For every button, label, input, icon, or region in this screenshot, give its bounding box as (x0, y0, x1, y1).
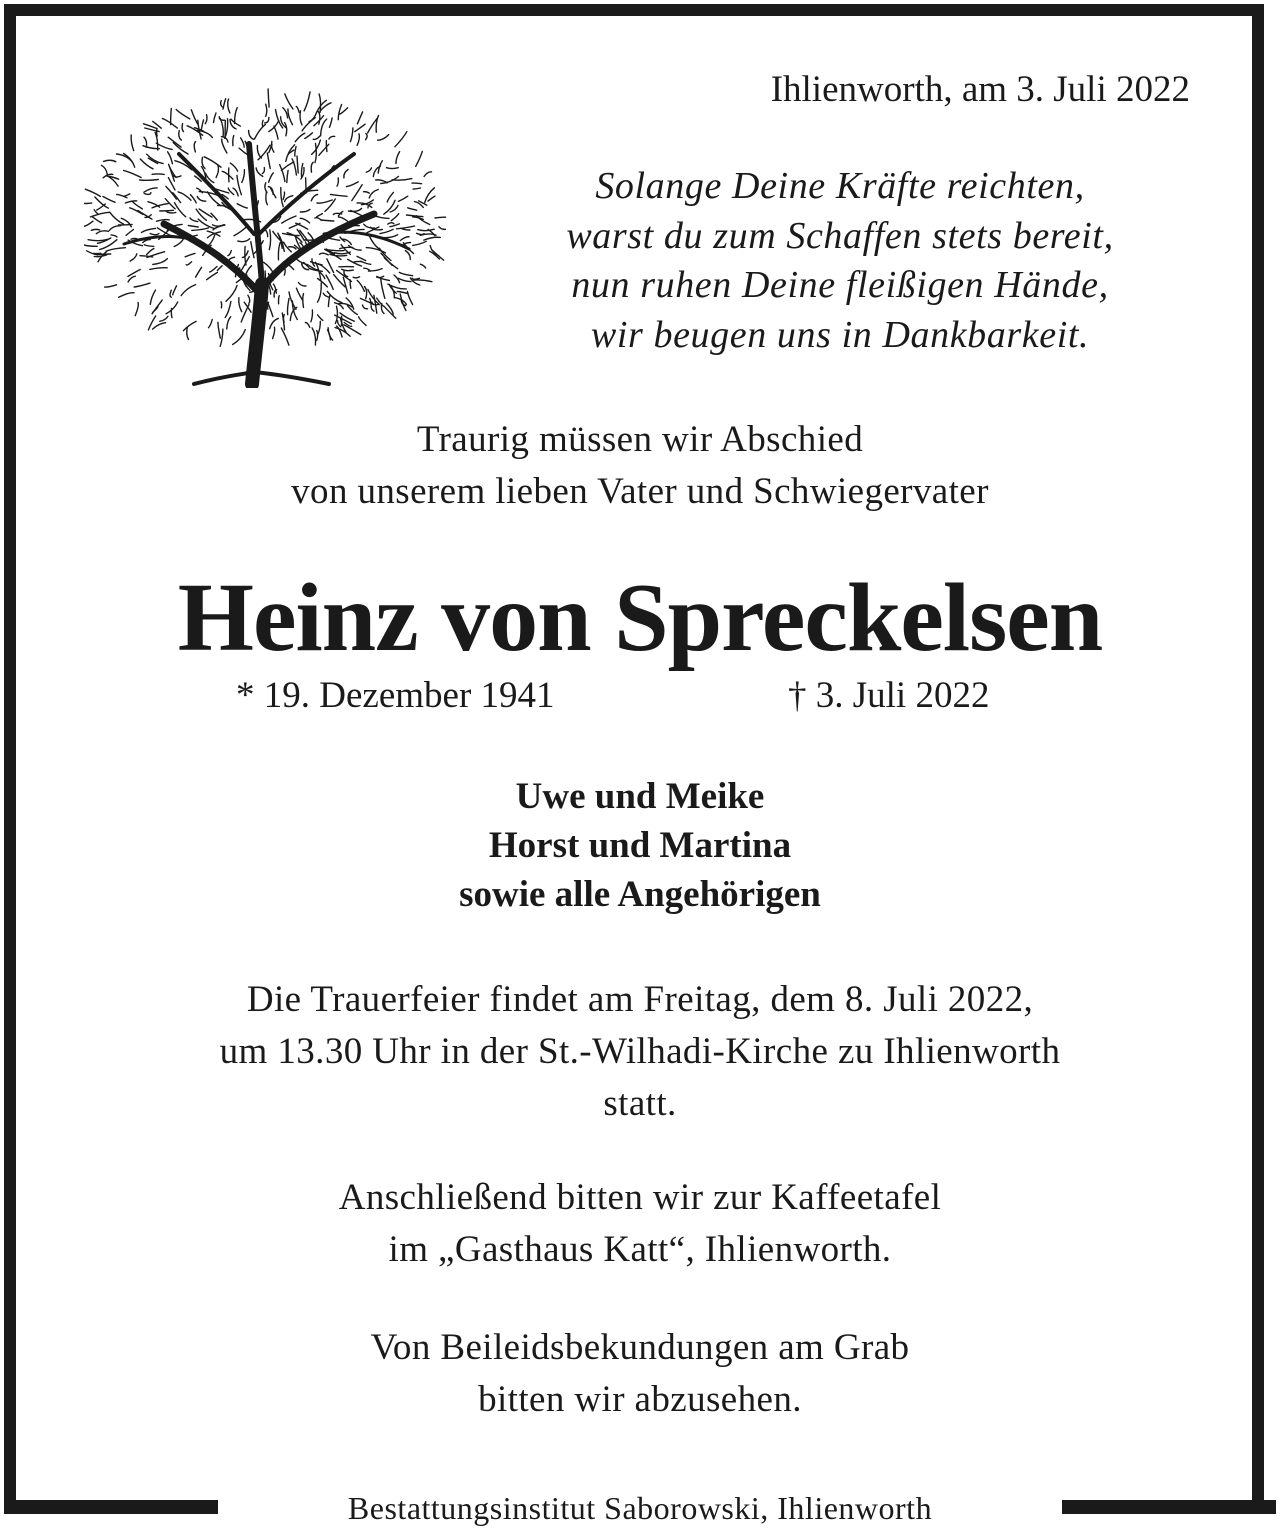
service-line: Die Trauerfeier findet am Freitag, dem 8. Juli 2022, (246, 979, 1034, 1020)
tree-twig (405, 251, 410, 260)
poem-line: wir beugen uns in Dankbarkeit. (590, 313, 1090, 356)
tree-twig (150, 290, 155, 304)
tree-twig (140, 180, 159, 181)
tree-twig (150, 234, 159, 235)
tree-twig (144, 245, 154, 247)
tree-twig (196, 267, 202, 277)
tree-twig (124, 154, 135, 168)
tree-twig (242, 170, 245, 183)
tree-twig (368, 269, 382, 271)
family-line: Horst und Martina (488, 825, 792, 866)
tree-twig (219, 117, 224, 121)
tree-twig (381, 279, 385, 298)
tree-twig (285, 196, 293, 202)
tree-twig (97, 204, 106, 210)
tree-twig (153, 259, 168, 265)
footer-bar-right (1062, 1500, 1276, 1514)
tree-twig (339, 217, 348, 221)
tree-twig (187, 327, 189, 339)
tree-twig (176, 110, 190, 119)
tree-twig (266, 104, 267, 116)
tree-twig (281, 328, 289, 345)
tree-twig (305, 133, 313, 139)
tree-twig (171, 308, 172, 317)
tree-twig (288, 109, 293, 125)
tree-twig (216, 165, 218, 177)
tree-twig (175, 203, 186, 217)
tree-twig (233, 330, 246, 345)
tree-twig (318, 279, 328, 287)
tree-twig (413, 241, 426, 245)
tree-twig (105, 285, 117, 287)
tree-twig (186, 262, 191, 265)
tree-twig (296, 106, 299, 112)
tree-twig (248, 295, 250, 303)
tree-twig (365, 287, 367, 299)
tree-twig (126, 230, 133, 236)
family-line: Uwe und Meike (515, 776, 765, 817)
tree-twig (96, 231, 108, 234)
tree-twig (387, 192, 393, 202)
coffee-line: im „Gasthaus Katt“, Ihlienworth. (388, 1229, 892, 1270)
tree-twig (228, 251, 231, 256)
tree-twig (395, 132, 407, 147)
tree-twig (387, 168, 399, 169)
tree-twig (369, 190, 378, 199)
tree-twig (132, 201, 142, 209)
tree-twig (439, 227, 446, 230)
tree-twig (302, 118, 315, 131)
tree-twig (152, 300, 162, 314)
tree-twig (257, 145, 261, 158)
tree-twig (280, 165, 285, 182)
tree-twig (323, 293, 329, 297)
tree-twig (287, 170, 288, 182)
tree-twig (295, 133, 305, 142)
tree-twig (182, 124, 183, 132)
tree-twig (344, 170, 348, 178)
tree-twig (233, 136, 234, 146)
tree-twig (413, 188, 420, 189)
tree-twig (109, 226, 120, 231)
tree-twig (174, 239, 183, 247)
tree-twig (321, 119, 327, 136)
tree-twig (84, 221, 93, 226)
tree-twig (333, 213, 342, 214)
tree-twig (361, 261, 371, 264)
tree-twig (424, 172, 431, 177)
tree-twig (283, 192, 284, 199)
tree-twig (143, 146, 159, 149)
tree-twig (237, 204, 247, 208)
tree-twig (197, 197, 206, 202)
tree-twig (104, 160, 116, 162)
tree-twig (311, 162, 313, 172)
tree-twig (93, 217, 102, 223)
tree-twig (378, 161, 382, 173)
tree-twig (106, 248, 125, 252)
tree-twig (282, 216, 296, 223)
tree-twig (173, 176, 181, 177)
condolence-line: Von Beileidsbekundungen am Grab (370, 1327, 910, 1368)
tree-twig (148, 202, 160, 207)
poem-line: warst du zum Schaffen stets bereit, (566, 214, 1114, 257)
tree-twig (357, 134, 359, 146)
tree-twig (396, 152, 400, 164)
tree-twig (378, 135, 389, 141)
tree-twig (85, 189, 100, 196)
tree-twig (397, 292, 408, 294)
tree-twig (144, 188, 157, 192)
tree-twig (178, 192, 191, 200)
tree-twig (269, 230, 270, 250)
tree-twig (364, 224, 375, 228)
tree-twig (398, 196, 407, 201)
tree-twig (348, 259, 362, 266)
tree-twig (420, 264, 425, 268)
tree-twig (350, 128, 353, 142)
tree-twig (399, 272, 412, 275)
tree-twig (273, 327, 275, 338)
tree-twig (179, 131, 182, 141)
intro-line: Traurig müssen wir Abschied (416, 419, 864, 460)
tree-twig (238, 239, 250, 242)
tree-twig (338, 321, 341, 327)
coffee-reception-info (60, 1172, 1220, 1276)
tree-twig (267, 153, 270, 169)
tree-twig (210, 267, 217, 273)
tree-twig (209, 320, 213, 328)
tree-twig (135, 303, 138, 316)
tree-twig (88, 239, 107, 240)
tree-twig (320, 253, 329, 255)
tree-twig (424, 237, 441, 240)
tree-twig (287, 299, 289, 315)
tree-twig (128, 276, 135, 282)
tree-twig (221, 101, 223, 107)
tree-twig (407, 215, 423, 217)
tree-twig (318, 315, 323, 321)
tree-twig (90, 212, 109, 217)
tree-twig (321, 220, 334, 221)
tree-twig (207, 272, 218, 279)
tree-twig (281, 188, 283, 207)
tree-twig (416, 151, 423, 166)
tree-twig (318, 321, 320, 334)
tree-twig (304, 92, 310, 111)
tree-twig (128, 270, 140, 277)
tree-twig (305, 323, 309, 328)
tree-twig (124, 194, 130, 197)
tree-twig (262, 168, 264, 174)
tree-twig (330, 254, 347, 256)
tree-twig (102, 165, 108, 174)
tree-twig (391, 214, 398, 221)
tree-twig (337, 326, 343, 337)
place-date: Ihlienworth, am 3. Juli 2022 (770, 69, 1190, 110)
footer-bar-left (4, 1500, 218, 1514)
tree-twig (418, 229, 434, 231)
tree-twig (231, 119, 240, 126)
tree-twig (97, 254, 111, 255)
tree-twig (300, 209, 310, 212)
tree-twig (153, 323, 166, 329)
tree-twig (313, 136, 320, 139)
service-line: um 13.30 Uhr in der St.-Wilhadi-Kirche zu Ihlienworth (219, 1031, 1061, 1072)
tree-twig (366, 168, 371, 172)
tree-twig (317, 331, 318, 341)
tree-twig (168, 152, 173, 164)
tree-twig (125, 201, 136, 203)
funeral-service-info (60, 974, 1220, 1130)
tree-twig (170, 290, 171, 297)
tree-twig (317, 214, 323, 217)
tree-twig (222, 171, 233, 179)
tree-twig (329, 136, 335, 139)
deceased-name: Heinz von Spreckelsen (177, 564, 1103, 672)
service-line: statt. (603, 1083, 677, 1124)
tree-twig (192, 228, 209, 231)
tree-twig (412, 278, 419, 279)
tree-twig (221, 302, 222, 308)
tree-twig (239, 298, 242, 312)
tree-twig (414, 280, 432, 282)
tree-twig (328, 330, 331, 340)
tree-twig (397, 226, 415, 229)
tree-twig (249, 130, 254, 139)
tree-twig (119, 293, 134, 298)
tree-twig (274, 126, 278, 139)
tree-twig (376, 180, 388, 183)
tree-twig (330, 194, 347, 196)
tree-twig (412, 183, 422, 184)
tree-twig (265, 117, 269, 123)
tree-twig (289, 247, 296, 249)
tree-twig (300, 218, 309, 223)
tree-twig (384, 200, 395, 214)
tree-twig (360, 298, 373, 304)
condolence-line: bitten wir abzusehen. (478, 1379, 802, 1420)
tree-twig (417, 233, 425, 234)
tree-twig (84, 202, 92, 204)
tree-twig (281, 162, 293, 170)
tree-twig (220, 119, 223, 137)
tree-twig (134, 283, 150, 287)
tree-twig (357, 112, 362, 124)
undertaker-footer: Bestattungsinstitut Saborowski, Ihlienworth (347, 1490, 933, 1526)
tree-twig (173, 143, 188, 155)
tree-twig (268, 303, 273, 317)
tree-twig (255, 124, 266, 139)
tree-twig (428, 196, 435, 201)
tree-twig (256, 168, 263, 177)
tree-twig (408, 208, 417, 210)
tree-twig (311, 195, 317, 201)
tree-twig (241, 138, 245, 147)
tree-twig (357, 280, 364, 291)
tree-twig (171, 108, 172, 124)
tree-twig (334, 275, 345, 287)
tree-twig (311, 310, 313, 322)
tree-twig (223, 99, 226, 109)
tree-twig (317, 200, 332, 203)
tree-twig (201, 120, 203, 131)
tree-twig (298, 283, 306, 287)
tree-twig (292, 159, 296, 175)
tree-twig (190, 218, 198, 222)
tree-twig (326, 141, 327, 152)
tree-twig (227, 317, 231, 329)
family-line: sowie alle Angehörigen (459, 874, 821, 915)
tree-twig (173, 193, 181, 203)
tree-twig (413, 217, 424, 220)
tree-twig (269, 173, 274, 182)
tree-twig (359, 317, 367, 326)
tree-twig (335, 328, 350, 337)
tree-twig (119, 224, 133, 225)
tree-twig (407, 292, 412, 305)
tree-twig (111, 235, 117, 237)
tree-twig (315, 143, 316, 162)
tree-twig (300, 111, 302, 125)
tree-twig (185, 253, 195, 256)
tree-twig (363, 305, 368, 309)
tree-twig (347, 182, 359, 187)
tree-twig (225, 301, 231, 317)
tree-twig (194, 142, 195, 152)
tree-twig (235, 108, 238, 124)
tree-twig (103, 197, 115, 203)
tree-twig (124, 171, 142, 178)
coffee-line: Anschließend bitten wir zur Kaffeetafel (338, 1177, 942, 1218)
tree-twig (355, 124, 365, 131)
tree-twig (371, 306, 374, 311)
tree-twig (330, 118, 333, 127)
tree-twig (285, 94, 293, 109)
tree-twig (142, 228, 156, 232)
tree-twig (327, 250, 344, 251)
tree-twig (319, 94, 320, 112)
tree-twig (217, 266, 222, 271)
tree-twig (353, 277, 359, 278)
tree-twig (289, 223, 300, 228)
tree-twig (342, 269, 354, 270)
tree-twig (357, 256, 366, 260)
tree-twig (213, 225, 225, 227)
tree-twig (435, 217, 446, 218)
tree-twig (296, 288, 303, 301)
tree-twig (279, 296, 280, 304)
poem-line: Solange Deine Kräfte reichten, (595, 165, 1085, 207)
tree-twig (160, 210, 174, 211)
tree-twig (278, 243, 280, 260)
tree-twig (270, 187, 276, 198)
tree-twig (400, 237, 409, 241)
tree-twig (337, 178, 338, 186)
intro-text (60, 414, 1220, 518)
tree-twig (91, 229, 99, 230)
tree-twig (237, 175, 242, 194)
tree-twig (131, 135, 134, 151)
tree-twig (318, 283, 322, 302)
tree-twig (205, 115, 207, 124)
tree-twig (130, 254, 137, 261)
tree-twig (84, 243, 97, 247)
tree-twig (226, 286, 237, 302)
tree-twig (100, 240, 117, 250)
tree-twig (87, 251, 98, 255)
tree-twig (268, 89, 269, 107)
tree-twig (340, 247, 353, 248)
tree-twig (390, 224, 399, 227)
tree-twig (163, 119, 178, 129)
tree-twig (230, 163, 237, 171)
tree-twig (173, 286, 177, 295)
death-date: † 3. Juli 2022 (788, 675, 990, 716)
tree-twig (295, 147, 296, 157)
tree-twig (283, 108, 288, 118)
poem-line: nun ruhen Deine fleißigen Hände, (571, 264, 1109, 306)
intro-line: von unserem lieben Vater und Schwiegervater (291, 471, 989, 512)
tree-twig (364, 192, 370, 193)
tree-twig (147, 249, 154, 255)
tree-twig (398, 278, 411, 281)
tree-twig (150, 268, 167, 270)
tree-twig (251, 242, 254, 258)
tree-twig (214, 113, 217, 123)
tree-twig (228, 99, 230, 113)
tree-twig (388, 223, 394, 224)
tree-twig (191, 110, 198, 125)
tree-twig (384, 258, 397, 269)
poem (470, 162, 1210, 360)
condolence-note (60, 1322, 1220, 1426)
tree-twig (366, 134, 368, 140)
tree-twig (181, 285, 196, 296)
family-names (100, 772, 1180, 919)
tree-twig (352, 185, 362, 201)
tree-twig (144, 193, 151, 195)
tree-twig (312, 328, 315, 345)
tree-twig (285, 123, 287, 136)
tree-twig (292, 301, 297, 320)
tree-twig (190, 195, 196, 203)
tree-icon (84, 84, 446, 388)
tree-twig (160, 316, 168, 321)
tree-twig (297, 156, 298, 173)
birth-date: * 19. Dezember 1941 (236, 675, 555, 716)
tree-twig (338, 105, 341, 120)
tree-twig (395, 298, 407, 305)
tree-twig (222, 139, 227, 153)
tree-twig (218, 322, 220, 338)
tree-twig (188, 226, 198, 228)
tree-twig (183, 321, 196, 330)
